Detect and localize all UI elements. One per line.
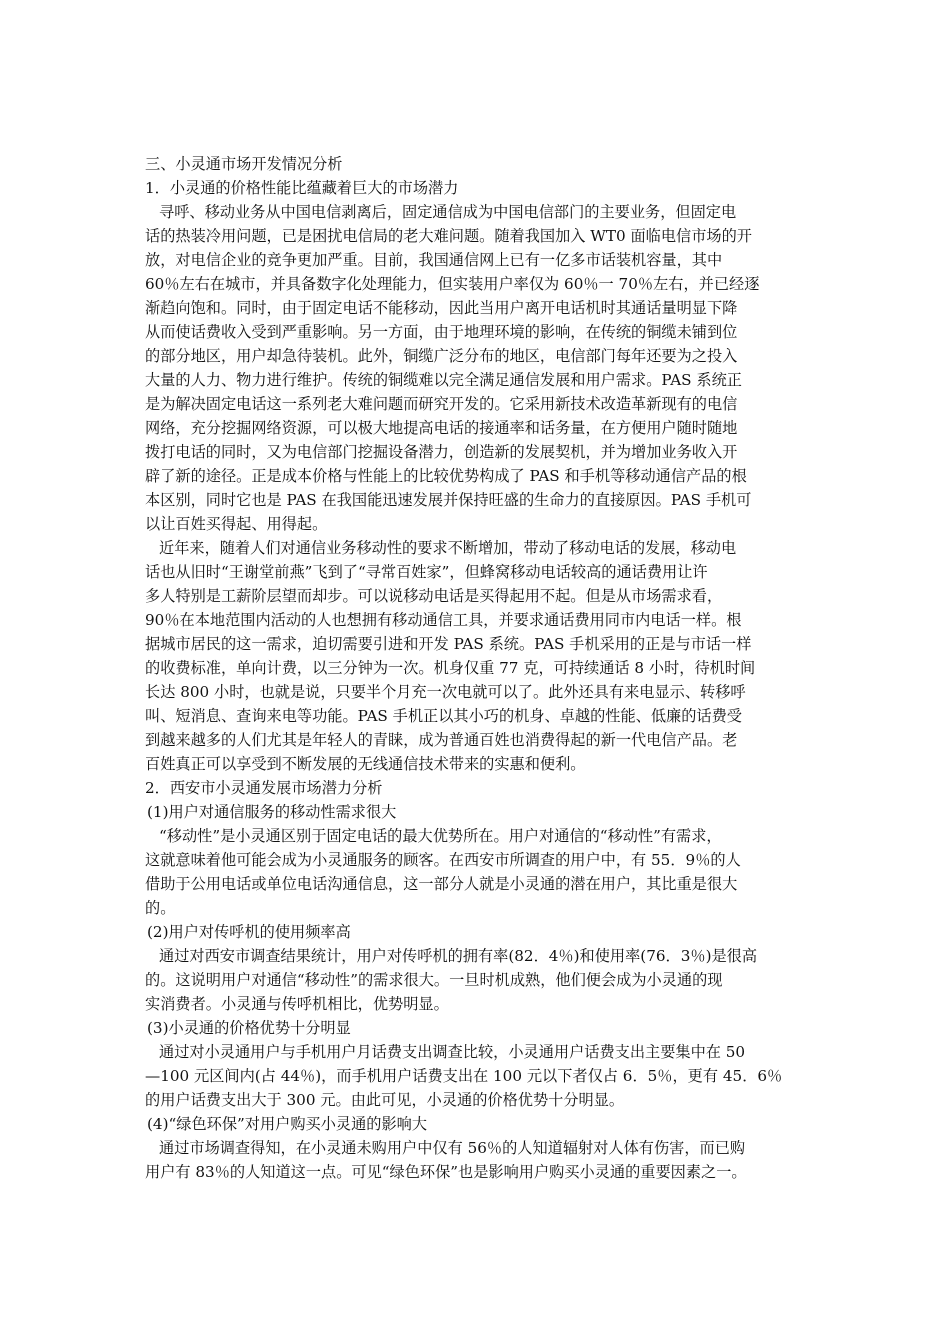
paragraph-line: 本区别，同时它也是 PAS 在我国能迅速发展并保持旺盛的生命力的直接原因。PAS 手机可: [145, 491, 752, 509]
paragraph-line: 多人特别是工薪阶层望而却步。可以说移动电话是买得起用不起。但是从市场需求看，: [145, 587, 723, 605]
paragraph-line: 通过对西安市调查结果统计，用户对传呼机的拥有率(82．4％)和使用率(76．3％)是很高: [159, 947, 758, 965]
paragraph-mobility-demand: [145, 824, 820, 920]
paragraph-line: 通过对小灵通用户与手机用户月话费支出调查比较，小灵通用户话费支出主要集中在 50: [159, 1043, 746, 1061]
paragraph-line: 寻呼、移动业务从中国电信剥离后，固定通信成为中国电信部门的主要业务，但固定电: [159, 203, 737, 221]
paragraph-mobile-phones: [145, 536, 820, 776]
heading-1: 1．小灵通的价格性能比蕴藏着巨大的市场潜力: [145, 179, 459, 197]
paragraph-line: 拨打电话的同时，又为电信部门挖掘设备潜力，创造新的发展契机，并为增加业务收入开: [145, 443, 738, 461]
paragraph-price-performance: [145, 200, 820, 536]
paragraph-green-environment: [145, 1136, 820, 1184]
paragraph-line: 据城市居民的这一需求，迫切需要引进和开发 PAS 系统。PAS 手机采用的正是与市话一样: [145, 635, 752, 653]
paragraph-line: 的用户话费支出大于 300 元。由此可见，小灵通的价格优势十分明显。: [145, 1091, 625, 1109]
paragraph-line: 的收费标准，单向计费，以三分钟为一次。机身仅重 77 克，可持续通话 8 小时，待机时间: [145, 659, 756, 677]
subheading-price-advantage: (3)小灵通的价格优势十分明显: [147, 1019, 351, 1037]
paragraph-line: —100 元区间内(占 44％)，而手机用户话费支出在 100 元以下者仅占 6．5％，更有 45．6％: [145, 1067, 783, 1085]
paragraph-line: 叫、短消息、查询来电等功能。PAS 手机正以其小巧的机身、卓越的性能、低廉的话费受: [145, 707, 742, 725]
paragraph-line: 渐趋向饱和。同时，由于固定电话不能移动，因此当用户离开电话机时其通话量明显下降: [145, 299, 738, 317]
paragraph-line: 放，对电信企业的竞争更加严重。目前，我国通信网上已有一亿多市话装机容量，其中: [145, 251, 723, 269]
subheading-pager-usage: (2)用户对传呼机的使用频率高: [147, 923, 351, 941]
subheading-mobility-demand: (1)用户对通信服务的移动性需求很大: [147, 803, 397, 821]
paragraph-line: 辟了新的途径。正是成本价格与性能上的比较优势构成了 PAS 和手机等移动通信产品的根: [145, 467, 747, 485]
paragraph-line: 从而使话费收入受到严重影响。另一方面，由于地理环境的影响，在传统的铜缆未铺到位: [145, 323, 738, 341]
paragraph-line: 大量的人力、物力进行维护。传统的铜缆难以完全满足通信发展和用户需求。PAS 系统正: [145, 371, 742, 389]
document-page: [145, 152, 820, 1184]
paragraph-line: 近年来，随着人们对通信业务移动性的要求不断增加，带动了移动电话的发展，移动电: [159, 539, 737, 557]
paragraph-line: 的。这说明用户对通信“移动性”的需求很大。一旦时机成熟，他们便会成为小灵通的现: [145, 971, 723, 989]
paragraph-line: 借助于公用电话或单位电话沟通信息，这一部分人就是小灵通的潜在用户，其比重是很大: [145, 875, 738, 893]
paragraph-line: 是为解决固定电话这一系列老大难问题而研究开发的。它采用新技术改造革新现有的电信: [145, 395, 738, 413]
paragraph-line: 长达 800 小时，也就是说，只要半个月充一次电就可以了。此外还具有来电显示、转移呼: [145, 683, 746, 701]
heading-2: 2．西安市小灵通发展市场潜力分析: [145, 779, 383, 797]
paragraph-line: 的。: [145, 899, 176, 917]
paragraph-line: 以让百姓买得起、用得起。: [145, 515, 328, 533]
paragraph-line: 90％在本地范围内活动的人也想拥有移动通信工具，并要求通话费用同市内电话一样。根: [145, 611, 742, 629]
paragraph-line: 到越来越多的人们尤其是年轻人的青睐，成为普通百姓也消费得起的新一代电信产品。老: [145, 731, 738, 749]
paragraph-line: 话也从旧时“王谢堂前燕”飞到了“寻常百姓家”，但蜂窝移动电话较高的通话费用让许: [145, 563, 708, 581]
paragraph-pager-usage: [145, 944, 820, 1016]
paragraph-line: 网络，充分挖掘网络资源，可以极大地提高电话的接通率和话务量，在方便用户随时随地: [145, 419, 738, 437]
paragraph-line: 通过市场调查得知，在小灵通未购用户中仅有 56％的人知道辐射对人体有伤害，而已购: [159, 1139, 746, 1157]
paragraph-line: 这就意味着他可能会成为小灵通服务的顾客。在西安市所调查的用户中，有 55．9％的人: [145, 851, 741, 869]
paragraph-line: “移动性”是小灵通区别于固定电话的最大优势所在。用户对通信的“移动性”有需求，: [159, 827, 722, 845]
paragraph-line: 实消费者。小灵通与传呼机相比，优势明显。: [145, 995, 449, 1013]
section-title: 三、小灵通市场开发情况分析: [145, 155, 343, 173]
paragraph-line: 百姓真正可以享受到不断发展的无线通信技术带来的实惠和便利。: [145, 755, 586, 773]
paragraph-line: 的部分地区，用户却急待装机。此外，铜缆广泛分布的地区，电信部门每年还要为之投入: [145, 347, 738, 365]
paragraph-price-advantage: [145, 1040, 820, 1112]
paragraph-line: 话的热装冷用问题，已是困扰电信局的老大难问题。随着我国加入 WT0 面临电信市场的开: [145, 227, 752, 245]
paragraph-line: 用户有 83％的人知道这一点。可见“绿色环保”也是影响用户购买小灵通的重要因素之一。: [145, 1163, 747, 1181]
subheading-green-environment: (4)“绿色环保”对用户购买小灵通的影响大: [147, 1115, 428, 1133]
paragraph-line: 60％左右在城市，并具备数字化处理能力，但实装用户率仅为 60％一 70％左右，并已经逐: [145, 275, 760, 293]
